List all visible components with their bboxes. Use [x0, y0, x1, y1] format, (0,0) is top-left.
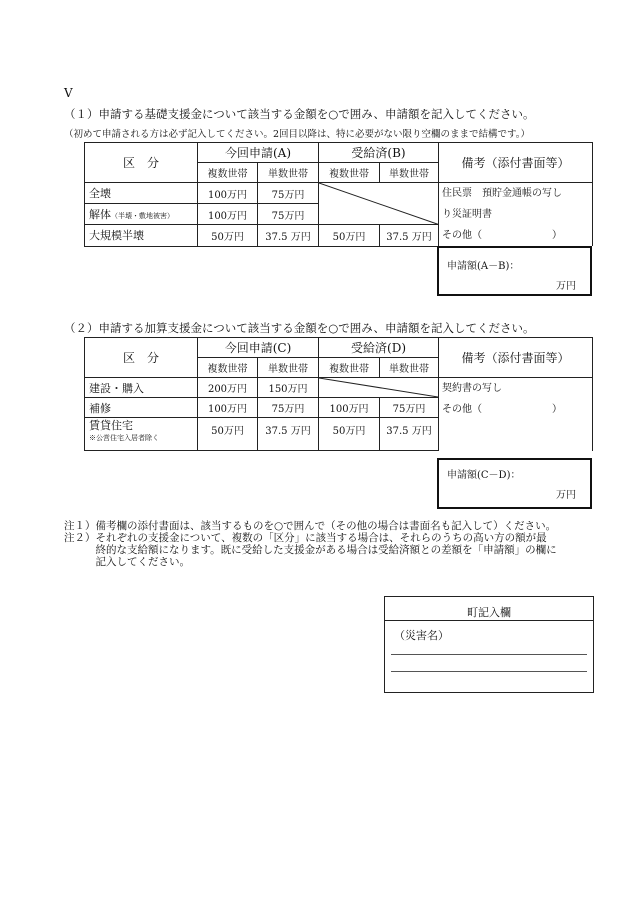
note-line: 記入してください。 — [64, 556, 190, 568]
town-entry-box — [384, 596, 594, 693]
crossed-out-cell — [319, 183, 439, 225]
header-single: 単数世帯 — [380, 358, 439, 378]
application-amount-box-cd[interactable] — [437, 458, 592, 509]
amount-label: 申請額(C－D)： — [447, 470, 521, 481]
header-category: 区 分 — [85, 338, 198, 378]
crossed-out-cell — [319, 378, 439, 398]
row-label: 補修 — [85, 398, 198, 418]
amount-cell[interactable]: 75万円 — [258, 204, 319, 225]
divider — [385, 620, 593, 621]
town-entry-title: 町記入欄 — [467, 606, 511, 619]
section2-heading: （２）申請する加算支援金について該当する金額を○で囲み、申請額を記入してください。 — [64, 321, 535, 335]
header-single: 単数世帯 — [258, 163, 319, 183]
row-label-note: ※公営住宅入居者除く — [89, 434, 159, 442]
amount-cell[interactable]: 50万円 — [198, 225, 258, 246]
row-label — [85, 204, 198, 225]
amount-cell[interactable]: 100万円 — [198, 398, 258, 418]
amount-label: 申請額(A－B)： — [447, 261, 520, 272]
header-current: 今回申請(A) — [198, 143, 319, 163]
section1-subnote: （初めて申請される方は必ず記入してください。2回目以降は、特に必要がない限り空欄のままで結構です。） — [64, 129, 531, 140]
disaster-name-label: （災害名） — [394, 629, 449, 642]
remark-line: その他（ ） — [442, 404, 563, 415]
amount-cell[interactable]: 50万円 — [319, 418, 380, 451]
header-current: 今回申請(C) — [198, 338, 319, 358]
amount-cell[interactable]: 37.5 万円 — [258, 225, 319, 246]
amount-cell[interactable]: 37.5 万円 — [258, 418, 319, 451]
row-label-text: 賃貸住宅 — [89, 419, 133, 432]
amount-cell[interactable]: 150万円 — [258, 378, 319, 398]
row-label-note: （半壊・敷地被害） — [111, 212, 174, 221]
header-single: 単数世帯 — [380, 163, 439, 183]
amount-cell[interactable]: 37.5 万円 — [380, 418, 439, 451]
additional-support-table — [84, 337, 593, 451]
header-multi: 複数世帯 — [319, 163, 380, 183]
amount-cell[interactable]: 50万円 — [198, 418, 258, 451]
row-label — [85, 418, 198, 451]
amount-unit: 万円 — [556, 490, 576, 501]
remark-line: 住民票 預貯金通帳の写し — [442, 188, 562, 199]
header-received: 受給済(B) — [319, 143, 439, 163]
amount-cell[interactable]: 37.5 万円 — [380, 225, 439, 246]
basic-support-table — [84, 142, 593, 247]
remarks-cell[interactable] — [439, 378, 593, 451]
header-single: 単数世帯 — [258, 358, 319, 378]
header-multi: 複数世帯 — [198, 358, 258, 378]
amount-cell[interactable]: 200万円 — [198, 378, 258, 398]
remark-line: 契約書の写し — [442, 383, 503, 394]
table-row — [85, 378, 593, 398]
section-marker: V — [64, 86, 73, 100]
row-label: 大規模半壊 — [85, 225, 198, 246]
table-row — [85, 183, 593, 204]
remark-line: その他（ ） — [442, 230, 562, 241]
amount-cell[interactable]: 75万円 — [258, 398, 319, 418]
remark-line: り災証明書 — [442, 209, 492, 220]
header-remarks: 備考（添付書面等） — [439, 338, 593, 378]
header-multi: 複数世帯 — [319, 358, 380, 378]
disaster-name-line[interactable] — [391, 671, 587, 672]
application-amount-box-ab[interactable] — [437, 246, 592, 296]
amount-unit: 万円 — [556, 281, 576, 292]
note-line: 注２）それぞれの支援金について、複数の「区分」に該当する場合は、それらのうちの高い方の額が最 — [64, 532, 547, 544]
note-line: 終的な支給額になります。既に受給した支援金がある場合は受給済額との差額を「申請額」の欄に — [64, 544, 557, 556]
row-label: 全壊 — [85, 183, 198, 204]
amount-cell[interactable]: 75万円 — [380, 398, 439, 418]
amount-cell[interactable]: 100万円 — [319, 398, 380, 418]
amount-cell[interactable]: 50万円 — [319, 225, 380, 246]
remarks-cell[interactable] — [439, 183, 593, 247]
section1-heading: （１）申請する基礎支援金について該当する金額を○で囲み、申請額を記入してください。 — [64, 107, 535, 121]
amount-cell[interactable]: 100万円 — [198, 183, 258, 204]
header-remarks: 備考（添付書面等） — [439, 143, 593, 183]
amount-cell[interactable]: 75万円 — [258, 183, 319, 204]
notes — [64, 520, 584, 568]
header-received: 受給済(D) — [319, 338, 439, 358]
header-category: 区 分 — [85, 143, 198, 183]
header-multi: 複数世帯 — [198, 163, 258, 183]
note-line: 注１）備考欄の添付書面は、該当するものを○で囲んで（その他の場合は書面名も記入して）ください。 — [64, 520, 557, 532]
amount-cell[interactable]: 100万円 — [198, 204, 258, 225]
disaster-name-line[interactable] — [391, 654, 587, 655]
row-label: 建設・購入 — [85, 378, 198, 398]
row-label-text: 解体 — [89, 208, 111, 222]
